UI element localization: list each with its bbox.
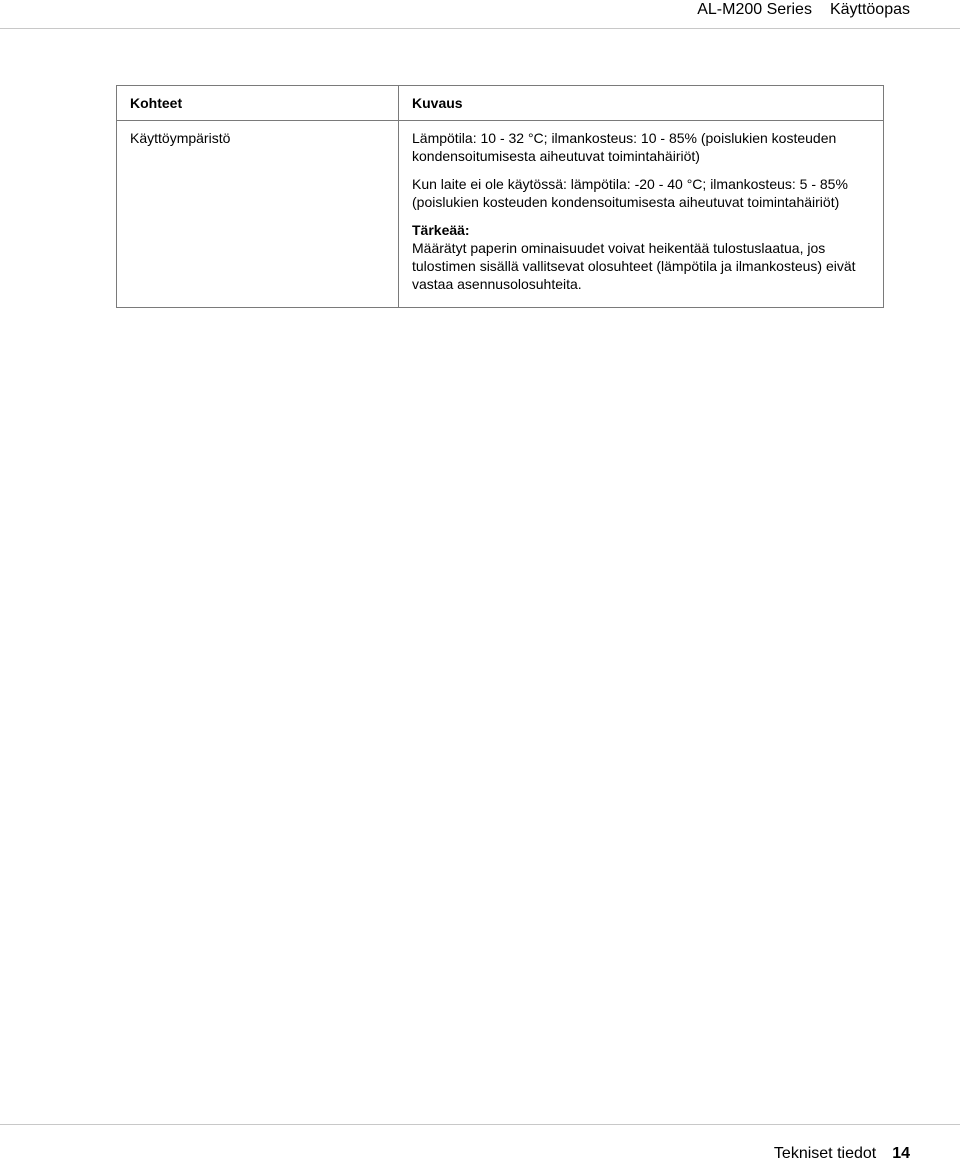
important-note <box>412 221 870 293</box>
table-header-row <box>117 86 884 121</box>
column-header-description: Kuvaus <box>399 86 884 121</box>
header-text <box>697 0 910 20</box>
important-label: Tärkeää: <box>412 222 470 238</box>
header-manual-title: Käyttöopas <box>829 1 910 18</box>
footer-section-title: Tekniset tiedot <box>773 1145 877 1162</box>
operating-conditions: Lämpötila: 10 - 32 °C; ilmankosteus: 10 - 85% (poislukien kosteuden kondensoitumisesta aiheutuvat toimintahäiriöt) <box>412 130 837 164</box>
page-header <box>0 0 960 29</box>
item-cell: Käyttöympäristö <box>117 121 399 308</box>
header-product-name: AL-M200 Series <box>697 1 812 18</box>
page-number: 14 <box>892 1145 910 1162</box>
storage-conditions: Kun laite ei ole käytössä: lämpötila: -20 - 40 °C; ilmankosteus: 5 - 85% (poislukien kosteuden kondensoitumisesta aiheutuvat toimintahäiriöt) <box>412 176 848 210</box>
description-cell <box>399 121 884 308</box>
page-footer <box>0 1124 960 1163</box>
important-text: Määrätyt paperin ominaisuudet voivat heikentää tulostuslaatua, jos tulostimen sisällä vallitsevat olosuhteet (lämpötila ja ilmankosteus) eivät vastaa asennusolosuhteita. <box>412 240 856 292</box>
column-header-items: Kohteet <box>117 86 399 121</box>
footer-text <box>774 1144 910 1164</box>
environment-spec-table <box>116 85 884 308</box>
table-row <box>117 121 884 308</box>
